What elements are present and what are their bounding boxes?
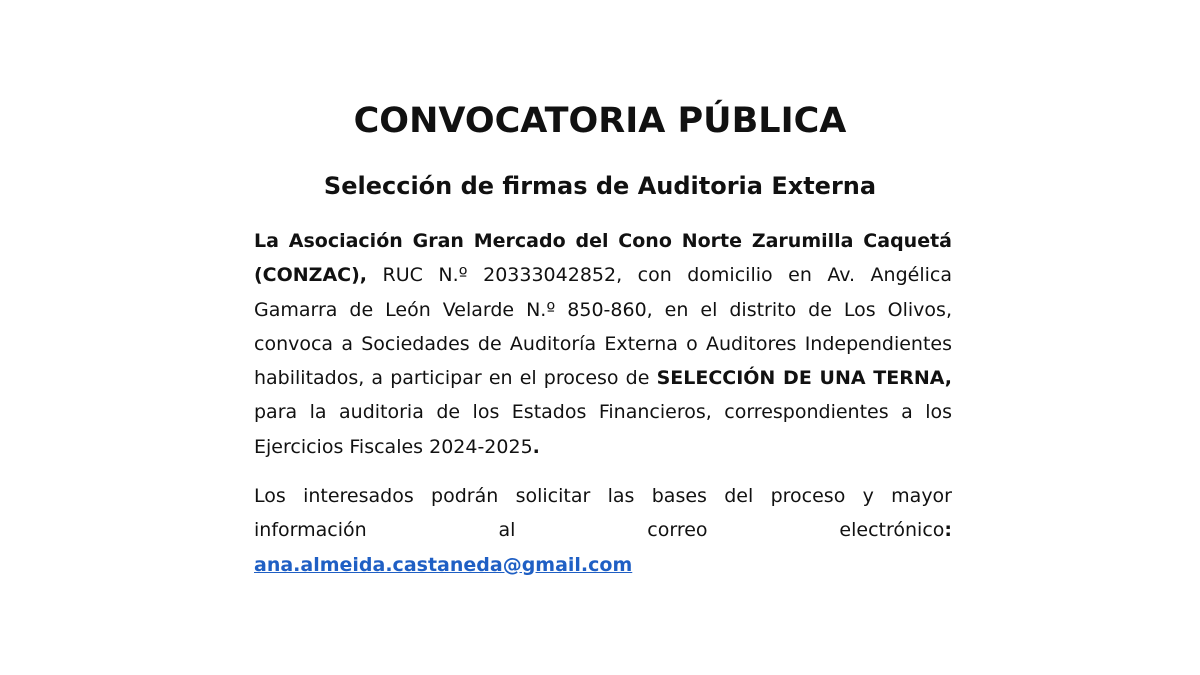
audit-scope: para la auditoria de los Estados Financieros, correspondientes a los Ejercicios Fiscales 2024-2025 <box>254 401 952 458</box>
contact-text: Los interesados podrán solicitar las bases del proceso y mayor información al correo electrónico <box>254 485 952 542</box>
contact-colon: : <box>944 519 952 542</box>
contact-paragraph <box>254 479 952 582</box>
announcement-details: RUC N.º 20333042852, con domicilio en Av. Angélica Gamarra de León Velarde N.º 850-860, en el distrito de Los Olivos, convoca a Sociedades de Auditoría Externa o Auditores Independientes habilitados, a participar en el proceso de <box>254 264 952 390</box>
announcement-paragraph <box>254 224 952 464</box>
email-link[interactable]: ana.almeida.castaneda@gmail.com <box>254 553 633 576</box>
page-title: CONVOCATORIA PÚBLICA <box>353 101 847 141</box>
final-period: . <box>532 435 540 458</box>
process-name: SELECCIÓN DE UNA TERNA, <box>656 367 953 390</box>
organization-name: La Asociación Gran Mercado del Cono Norte Zarumilla Caquetá (CONZAC), <box>254 230 952 287</box>
page-subtitle: Selección de firmas de Auditoria Externa <box>323 172 877 200</box>
